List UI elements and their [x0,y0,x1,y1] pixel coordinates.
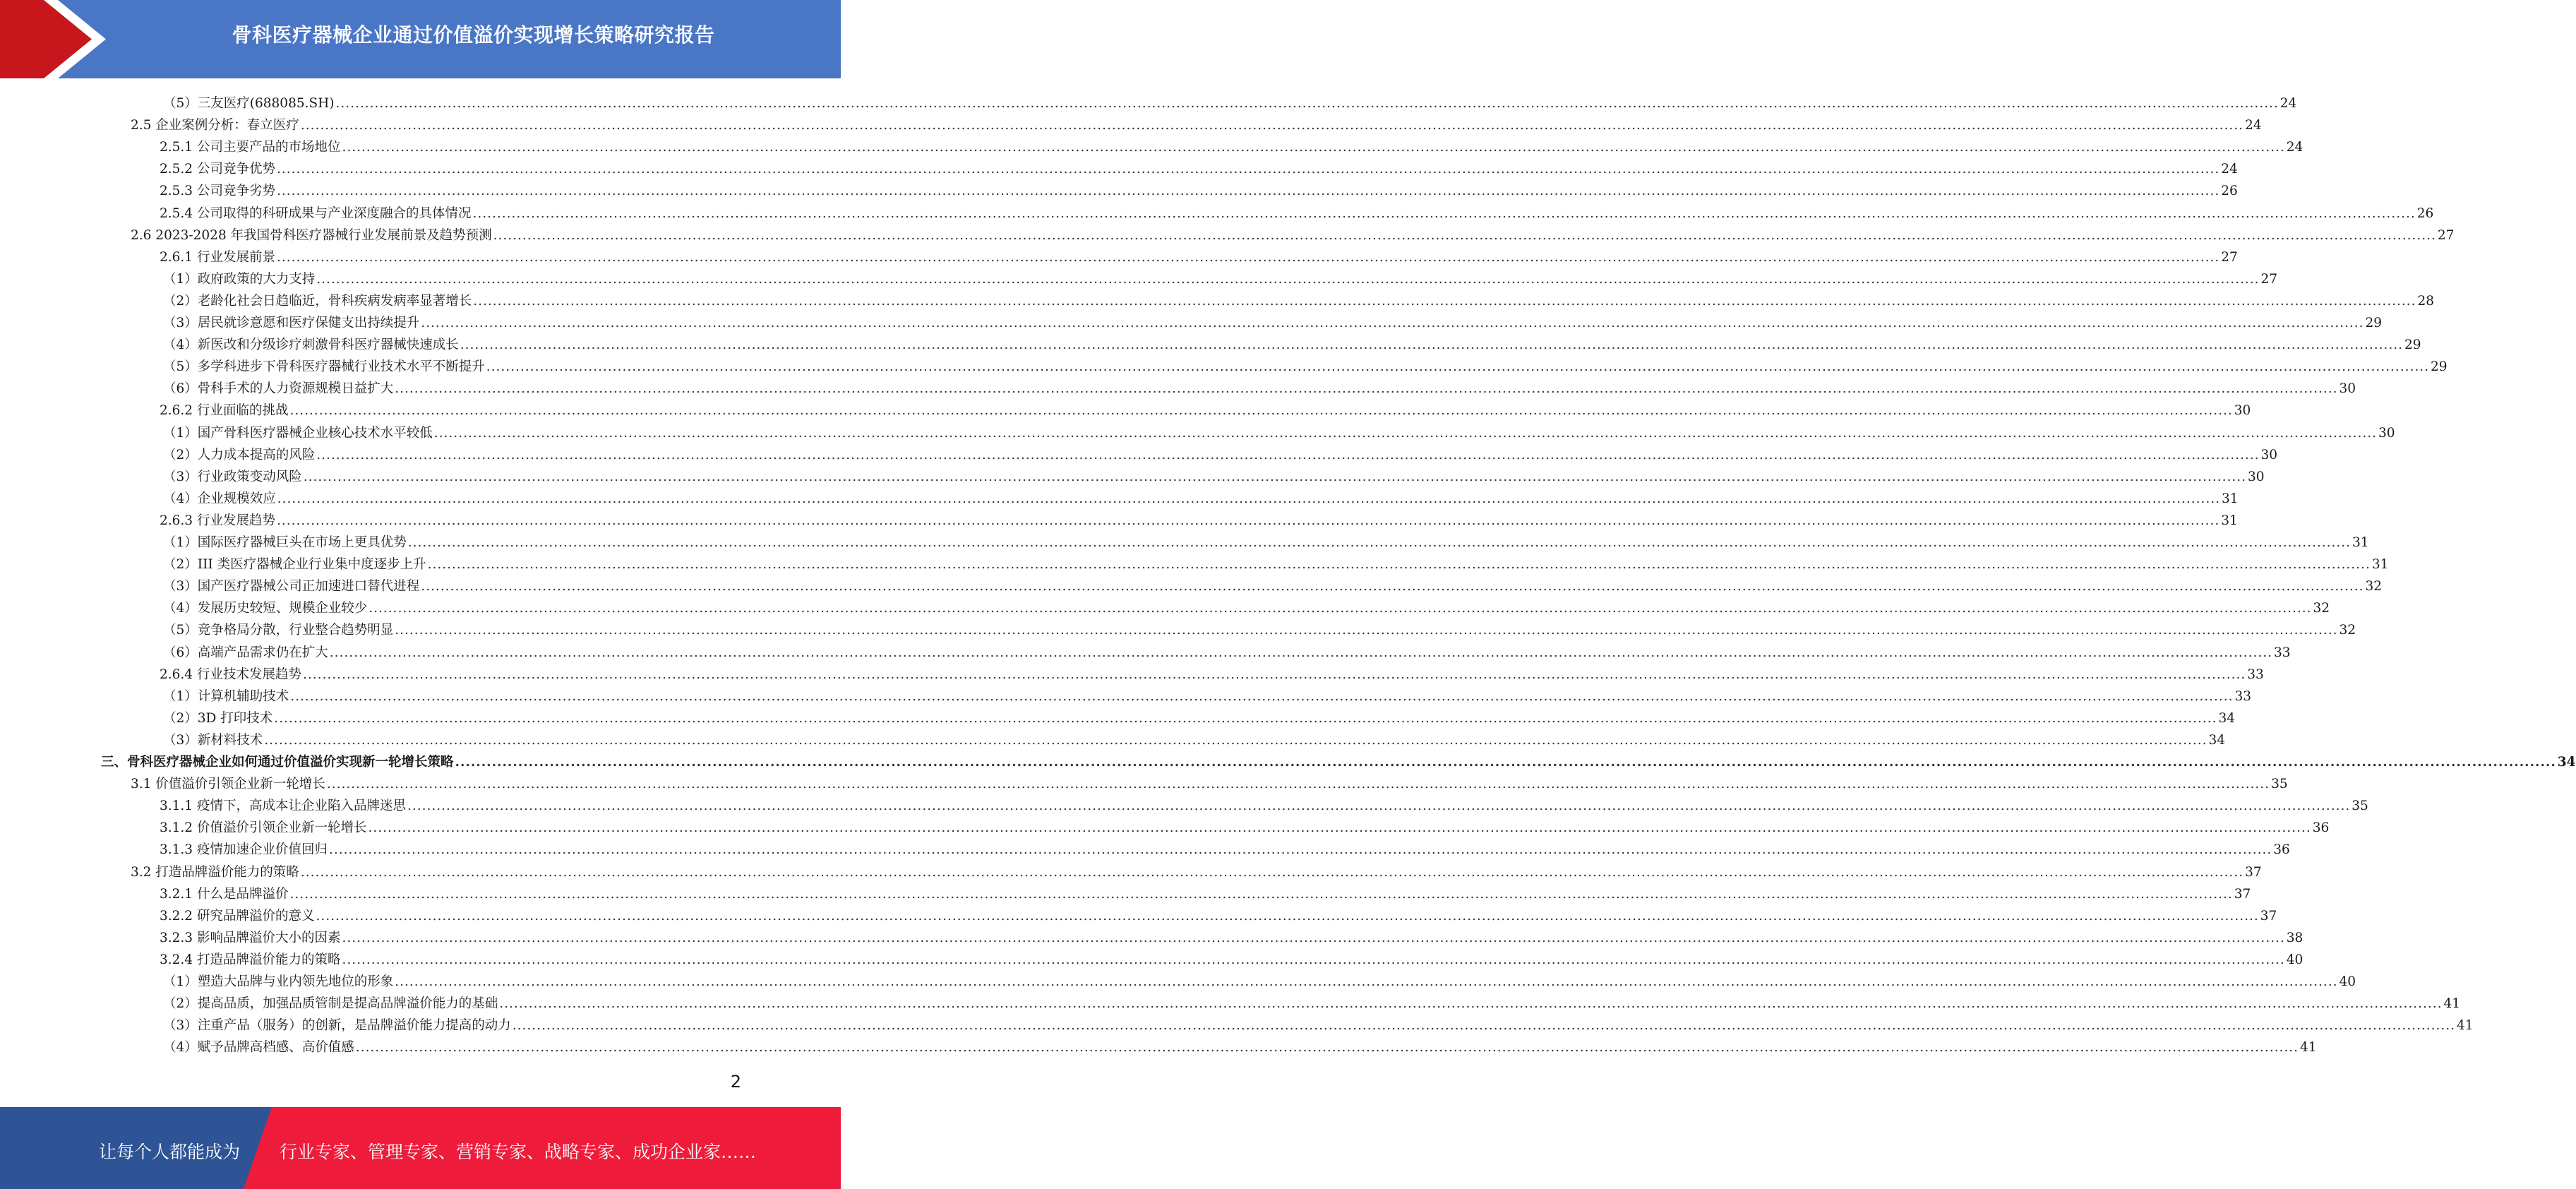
toc-dot-leader: ................................................................................................................................................................................................................................................................................................................................................................................................................ [355,1040,2299,1056]
toc-entry-page: 30 [2378,425,2395,441]
toc-entry[interactable] [160,155,2238,177]
toc-entry[interactable] [160,880,2251,902]
toc-entry[interactable] [160,507,2238,529]
toc-dot-leader: ................................................................................................................................................................................................................................................................................................................................................................................................................ [433,425,2378,441]
toc-entry-page: 31 [2352,535,2369,550]
toc-entry[interactable] [160,177,2238,199]
toc-dot-leader: ................................................................................................................................................................................................................................................................................................................................................................................................................ [473,293,2416,309]
toc-entry-page: 36 [2312,820,2330,836]
report-title: 骨科医疗器械企业通过价值溢价实现增长策略研究报告 [232,23,715,47]
toc-entry[interactable] [160,200,2434,222]
toc-dot-leader: ................................................................................................................................................................................................................................................................................................................................................................................................................ [300,118,2244,133]
toc-entry-label: 3.2.1 什么是品牌溢价 [160,886,289,902]
toc-dot-leader: ................................................................................................................................................................................................................................................................................................................................................................................................................ [316,908,2259,924]
toc-entry[interactable] [160,244,2238,265]
footer-banner [0,1107,841,1189]
toc-entry-page: 40 [2339,974,2356,989]
toc-entry-page: 29 [2365,316,2383,330]
toc-entry-label: 3.1.1 疫情下，高成本让企业陷入品牌迷思 [160,799,406,814]
toc-dot-leader: ................................................................................................................................................................................................................................................................................................................................................................................................................ [329,645,2273,660]
toc-entry-page: 31 [2221,513,2238,528]
toc-dot-leader: ................................................................................................................................................................................................................................................................................................................................................................................................................ [421,316,2364,330]
toc-dot-leader: ................................................................................................................................................................................................................................................................................................................................................................................................................ [274,710,2217,726]
toc-dot-leader: ................................................................................................................................................................................................................................................................................................................................................................................................................ [486,359,2430,375]
toc-entry[interactable] [160,133,2304,155]
toc-dot-leader: ................................................................................................................................................................................................................................................................................................................................................................................................................ [326,777,2270,792]
toc-entry[interactable] [163,1034,2317,1056]
toc-entry-page: 30 [2248,469,2265,484]
toc-entry-label: （4）赋予品牌高档感、高价值感 [163,1040,354,1056]
toc-entry-label: 3.1 价值溢价引领企业新一轮增长 [131,777,325,792]
toc-entry[interactable] [163,265,2278,287]
toc-entry-page: 35 [2271,777,2288,792]
toc-entry-label: 三、骨科医疗器械企业如何通过价值溢价实现新一轮增长策略 [101,755,454,770]
toc-dot-leader: ................................................................................................................................................................................................................................................................................................................................................................................................................ [276,249,2220,265]
toc-dot-leader: ................................................................................................................................................................................................................................................................................................................................................................................................................ [499,996,2443,1012]
toc-entry-page: 35 [2352,799,2368,814]
toc-entry[interactable] [163,353,2448,375]
toc-entry-label: 3.1.3 疫情加速企业价值回归 [160,842,328,858]
toc-dot-leader: ................................................................................................................................................................................................................................................................................................................................................................................................................ [472,205,2416,221]
toc-entry-label: （6）高端产品需求仍在扩大 [163,645,328,660]
toc-entry-label: （3）新材料技术 [163,732,263,748]
toc-entry-page: 36 [2273,842,2290,858]
toc-entry-label: （2）老龄化社会日趋临近，骨科疾病发病率显著增长 [163,293,472,309]
toc-entry-label: 3.2.3 影响品牌溢价大小的因素 [160,930,341,945]
toc-entry-page: 27 [2221,249,2238,265]
toc-entry-page: 41 [2457,1018,2474,1034]
toc-dot-leader: ................................................................................................................................................................................................................................................................................................................................................................................................................ [276,162,2220,177]
toc-entry-label: （1）国产骨科医疗器械企业核心技术水平较低 [163,425,433,441]
toc-dot-leader: ................................................................................................................................................................................................................................................................................................................................................................................................................ [335,96,2279,111]
toc-entry[interactable] [160,792,2368,814]
toc-entry-page: 27 [2437,227,2455,243]
toc-dot-leader: ................................................................................................................................................................................................................................................................................................................................................................................................................ [407,535,2352,550]
toc-entry-page: 27 [2260,271,2278,287]
toc-entry[interactable] [160,946,2304,968]
toc-entry-label: 2.5.1 公司主要产品的市场地位 [160,140,341,155]
toc-dot-leader: ................................................................................................................................................................................................................................................................................................................................................................................................................ [328,842,2272,858]
toc-dot-leader: ................................................................................................................................................................................................................................................................................................................................................................................................................ [300,864,2244,880]
toc-entry-page: 24 [2280,96,2297,111]
toc-entry-label: （3）注重产品（服务）的创新，是品牌溢价能力提高的动力 [163,1018,511,1034]
toc-entry[interactable] [163,705,2236,727]
toc-dot-leader: ................................................................................................................................................................................................................................................................................................................................................................................................................ [395,623,2338,638]
toc-entry-page: 30 [2234,403,2251,419]
toc-entry[interactable] [160,836,2290,858]
toc-entry[interactable] [131,112,2262,133]
toc-entry-label: 2.6.2 行业面临的挑战 [160,403,289,419]
toc-dot-leader: ................................................................................................................................................................................................................................................................................................................................................................................................................ [302,667,2246,682]
toc-entry-label: 2.5.3 公司竞争劣势 [160,184,275,199]
toc-entry-label: （3）居民就诊意愿和医疗保健支出持续提升 [163,316,420,330]
toc-entry-label: （4）发展历史较短、规模企业较少 [163,601,368,616]
toc-entry-page: 33 [2247,667,2264,682]
toc-dot-leader: ................................................................................................................................................................................................................................................................................................................................................................................................................ [395,974,2338,989]
toc-dot-leader: ................................................................................................................................................................................................................................................................................................................................................................................................................ [264,732,2207,748]
toc-entry-page: 31 [2222,491,2239,506]
toc-entry-page: 34 [2208,732,2226,748]
toc-entry-label: （3）国产医疗器械公司正加速进口替代进程 [163,579,420,594]
toc-entry-label: （6）骨科手术的人力资源规模日益扩大 [163,381,394,397]
toc-entry-page: 41 [2300,1040,2317,1056]
toc-entry-label: （2）III 类医疗器械企业行业集中度逐步上升 [163,557,426,573]
toc-dot-leader: ................................................................................................................................................................................................................................................................................................................................................................................................................ [276,184,2220,199]
toc-dot-leader: ................................................................................................................................................................................................................................................................................................................................................................................................................ [369,601,2312,616]
toc-entry-label: （5）竞争格局分散，行业整合趋势明显 [163,623,394,638]
toc-entry-label: （4）新医改和分级诊疗刺激骨科医疗器械快速成长 [163,337,459,353]
toc-entry[interactable] [163,485,2239,507]
toc-entry-label: 2.6 2023-2028 年我国骨科医疗器械行业发展前景及趋势预测 [131,227,492,243]
toc-dot-leader: ................................................................................................................................................................................................................................................................................................................................................................................................................ [342,930,2285,945]
toc-entry-label: （4）企业规模效应 [163,491,276,506]
toc-entry-page: 29 [2404,337,2421,353]
toc-dot-leader: ................................................................................................................................................................................................................................................................................................................................................................................................................ [303,469,2247,484]
toc-entry-label: （2）3D 打印技术 [163,710,273,726]
toc-entry-page: 29 [2431,359,2448,375]
toc-entry[interactable] [131,770,2288,792]
toc-entry-page: 26 [2221,184,2238,199]
toc-entry[interactable] [163,573,2383,594]
toc-dot-leader: ................................................................................................................................................................................................................................................................................................................................................................................................................ [342,952,2285,967]
toc-entry-page: 41 [2443,996,2461,1012]
toc-dot-leader: ................................................................................................................................................................................................................................................................................................................................................................................................................ [277,491,2221,506]
toc-entry-page: 33 [2234,688,2252,704]
toc-entry[interactable] [163,968,2356,990]
toc-entry[interactable] [163,419,2395,441]
toc-entry-page: 40 [2286,952,2304,967]
toc-dot-leader: ................................................................................................................................................................................................................................................................................................................................................................................................................ [368,820,2311,836]
toc-entry-label: 3.1.2 价值溢价引领企业新一轮增长 [160,820,367,836]
toc-entry-page: 38 [2286,930,2304,945]
header-arrow-icon [0,0,113,78]
toc-entry[interactable] [163,551,2389,573]
toc-dot-leader: ................................................................................................................................................................................................................................................................................................................................................................................................................ [289,886,2233,902]
toc-entry-page: 37 [2245,864,2262,880]
toc-entry[interactable] [163,287,2435,309]
toc-entry-page: 32 [2365,579,2383,594]
toc-entry-page: 30 [2339,381,2356,397]
toc-dot-leader: ................................................................................................................................................................................................................................................................................................................................................................................................................ [512,1018,2456,1034]
toc-entry[interactable] [163,441,2278,463]
toc-entry-label: （5）多学科进步下骨科医疗器械行业技术水平不断提升 [163,359,485,375]
toc-entry-label: 2.6.3 行业发展趋势 [160,513,275,528]
toc-dot-leader: ................................................................................................................................................................................................................................................................................................................................................................................................................ [395,381,2338,397]
toc-entry[interactable] [131,859,2262,880]
toc-dot-leader: ................................................................................................................................................................................................................................................................................................................................................................................................................ [316,271,2260,287]
toc-entry-page: 37 [2260,908,2277,924]
toc-entry[interactable] [163,1012,2474,1034]
toc-entry-page: 37 [2234,886,2251,902]
toc-entry[interactable] [163,683,2252,705]
toc-entry-label: （1）国际医疗器械巨头在市场上更具优势 [163,535,407,550]
toc-entry-label: 2.5.2 公司竞争优势 [160,162,275,177]
toc-entry-page: 32 [2339,623,2356,638]
toc-entry-page: 34 [2557,755,2576,770]
toc-entry-label: （1）塑造大品牌与业内领先地位的形象 [163,974,394,989]
toc-entry[interactable] [163,616,2356,638]
toc-dot-leader: ................................................................................................................................................................................................................................................................................................................................................................................................................ [407,799,2351,814]
toc-dot-leader: ................................................................................................................................................................................................................................................................................................................................................................................................................ [289,403,2233,419]
toc-entry-label: （1）计算机辅助技术 [163,688,289,704]
toc-entry[interactable] [163,331,2421,353]
toc-entry[interactable] [163,594,2330,616]
toc-dot-leader: ................................................................................................................................................................................................................................................................................................................................................................................................................ [342,140,2285,155]
toc-entry-label: 2.5.4 公司取得的科研成果与产业深度融合的具体情况 [160,205,472,221]
toc-dot-leader: ................................................................................................................................................................................................................................................................................................................................................................................................................ [421,579,2364,594]
toc-entry-page: 34 [2218,710,2236,726]
toc-entry[interactable] [160,397,2251,419]
toc-entry-page: 31 [2371,557,2389,573]
toc-entry-label: （1）政府政策的大力支持 [163,271,316,287]
toc-entry-page: 33 [2274,645,2291,660]
toc-entry-label: 2.6.4 行业技术发展趋势 [160,667,301,682]
toc-entry[interactable] [163,727,2226,748]
toc-entry-page: 28 [2417,293,2435,309]
toc-entry[interactable] [101,748,2576,770]
toc-entry-label: （2）提高品质，加强品质管制是提高品牌溢价能力的基础 [163,996,498,1012]
toc-dot-leader: ................................................................................................................................................................................................................................................................................................................................................................................................................ [316,447,2260,462]
toc-entry[interactable] [160,661,2264,683]
header-banner [0,0,841,78]
toc-dot-leader: ................................................................................................................................................................................................................................................................................................................................................................................................................ [460,337,2404,353]
toc-entry-label: 2.6.1 行业发展前景 [160,249,275,265]
toc-entry[interactable] [163,463,2265,485]
toc-entry[interactable] [163,90,2297,112]
footer-slogan-right: 行业专家、管理专家、营销专家、战略专家、成功企业家…… [280,1142,757,1162]
toc-dot-leader: ................................................................................................................................................................................................................................................................................................................................................................................................................ [455,755,2556,770]
toc-dot-leader: ................................................................................................................................................................................................................................................................................................................................................................................................................ [276,513,2220,528]
toc-entry-page: 26 [2416,205,2434,221]
toc-entry-label: （2）人力成本提高的风险 [163,447,316,462]
toc-entry[interactable] [131,222,2455,244]
toc-entry-label: （3）行业政策变动风险 [163,469,302,484]
toc-entry[interactable] [160,924,2304,946]
toc-entry-label: （5）三友医疗(688085.SH) [163,96,335,111]
toc-entry-page: 24 [2286,140,2304,155]
toc-entry[interactable] [160,902,2277,924]
toc-entry-label: 2.5 企业案例分析：春立医疗 [131,118,299,133]
toc-dot-leader: ................................................................................................................................................................................................................................................................................................................................................................................................................ [493,227,2436,243]
page-number: 2 [730,1072,741,1092]
toc-dot-leader: ................................................................................................................................................................................................................................................................................................................................................................................................................ [427,557,2371,573]
toc-entry[interactable] [163,375,2356,397]
toc-entry[interactable] [163,309,2383,331]
toc-entry-label: 3.2.2 研究品牌溢价的意义 [160,908,315,924]
toc-entry-page: 32 [2313,601,2330,616]
toc-entry[interactable] [163,529,2369,551]
toc-entry-label: 3.2 打造品牌溢价能力的策略 [131,864,299,880]
toc-entry-page: 24 [2245,118,2262,133]
toc-entry[interactable] [160,814,2330,836]
toc-entry[interactable] [163,639,2291,661]
toc-entry-page: 30 [2260,447,2278,462]
toc-entry-label: 3.2.4 打造品牌溢价能力的策略 [160,952,341,967]
toc-entry[interactable] [163,990,2461,1012]
toc-entry-page: 24 [2221,162,2238,177]
toc-dot-leader: ................................................................................................................................................................................................................................................................................................................................................................................................................ [290,688,2234,704]
footer-slogan-left: 让每个人都能成为 [99,1142,241,1162]
